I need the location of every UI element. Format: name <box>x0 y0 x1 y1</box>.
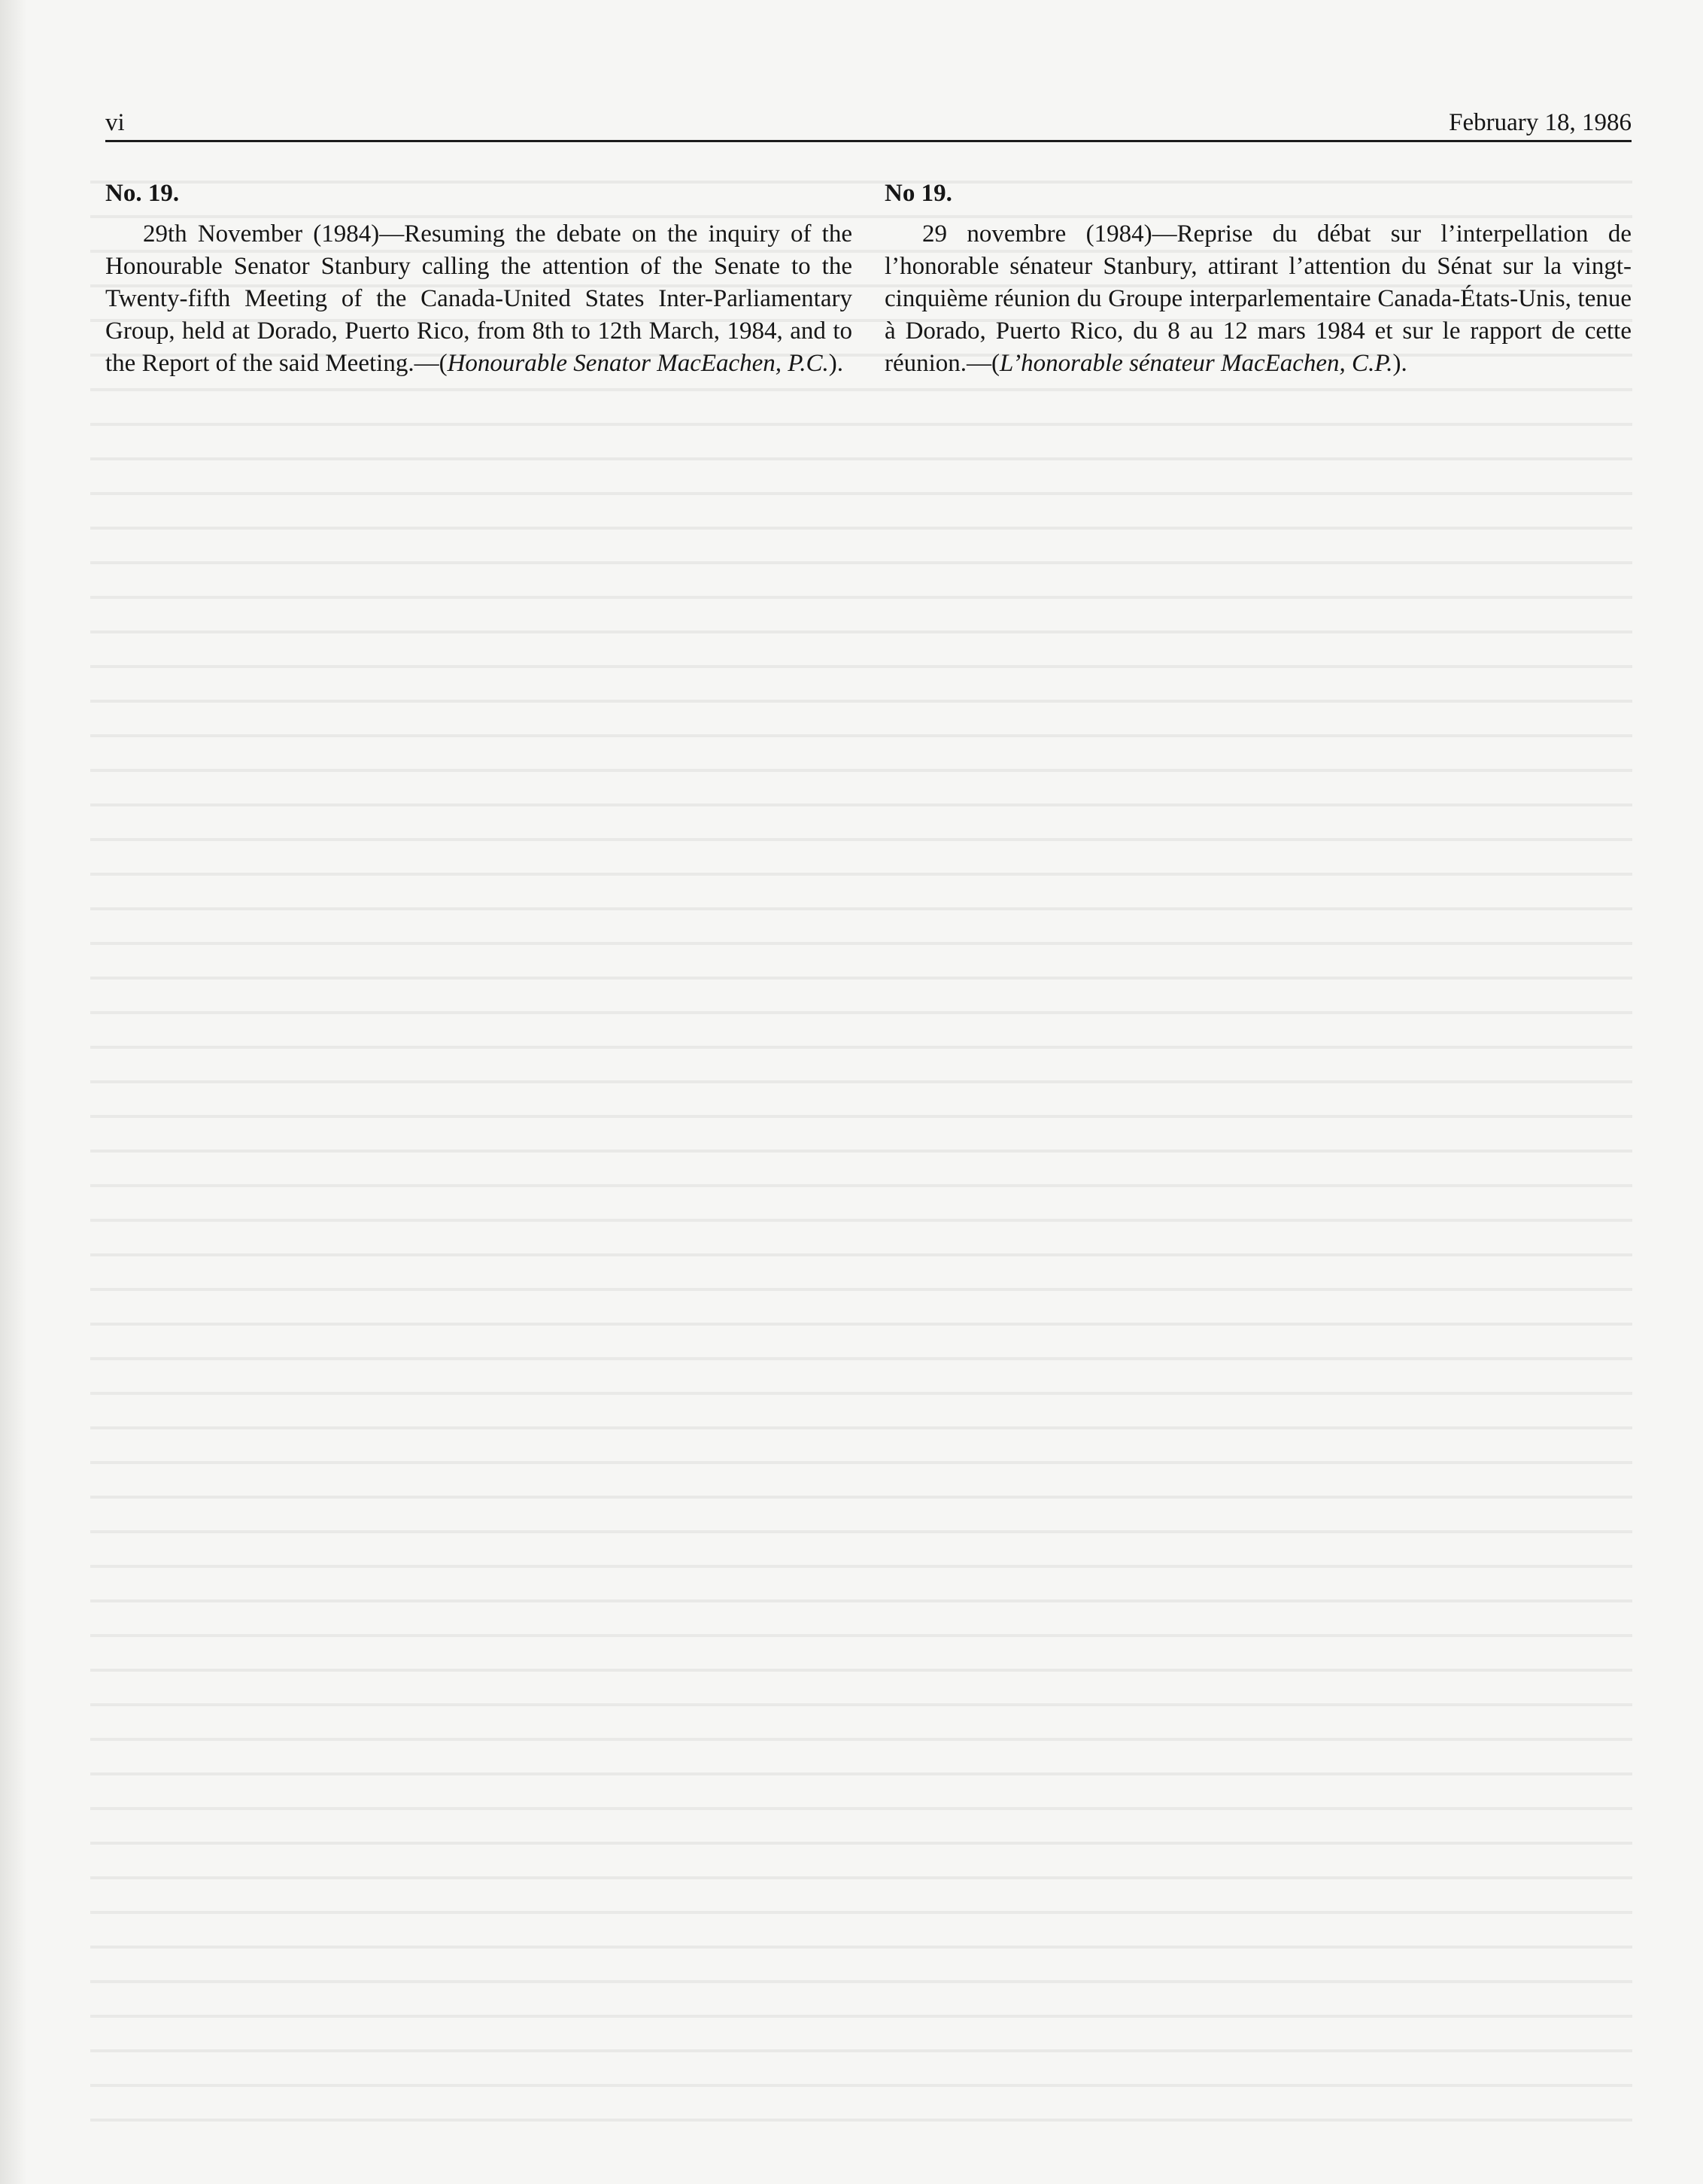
item-text-fr <box>885 218 1632 380</box>
item-attribution-fr: L’honorable sénateur MacEachen, C.P. <box>1000 350 1393 377</box>
item-close-en: ). <box>828 350 843 377</box>
item-number-en: No. 19. <box>105 180 180 207</box>
show-through-texture <box>90 181 1632 2137</box>
header-date: February 18, 1986 <box>1449 109 1632 136</box>
item-close-fr: ). <box>1392 350 1407 377</box>
page-number: vi <box>105 109 125 136</box>
header-rule <box>105 140 1632 142</box>
item-text-en <box>105 218 852 380</box>
page-header <box>105 104 1632 141</box>
item-attribution-en: Honourable Senator MacEachen, P.C. <box>447 350 829 377</box>
item-body-fr: 29 novembre (1984)—Reprise du débat sur l’interpellation de l’honorable sénateur Stanbury, attirant l’attention du Sénat sur la vingt-cinquième réunion du Groupe interparlementaire Canada-États-Unis, tenue à Dorado, Puerto Rico, du 8 au 12 mars 1984 et sur le rapport de cette réunion.—( <box>885 220 1632 377</box>
french-column <box>885 175 1632 380</box>
item-body-en: 29th November (1984)—Resuming the debate on the inquiry of the Honourable Senator Stanbury calling the attention of the Senate to the Twenty-fifth Meeting of the Canada-United States Inter-Parliamentary Group, held at Dorado, Puerto Rico, from 8th to 12th March, 1984, and to the Report of the said Meeting.—( <box>105 220 852 377</box>
item-number-fr: No 19. <box>885 180 952 207</box>
page-edge-shadow <box>0 0 27 2184</box>
english-column <box>105 175 852 380</box>
